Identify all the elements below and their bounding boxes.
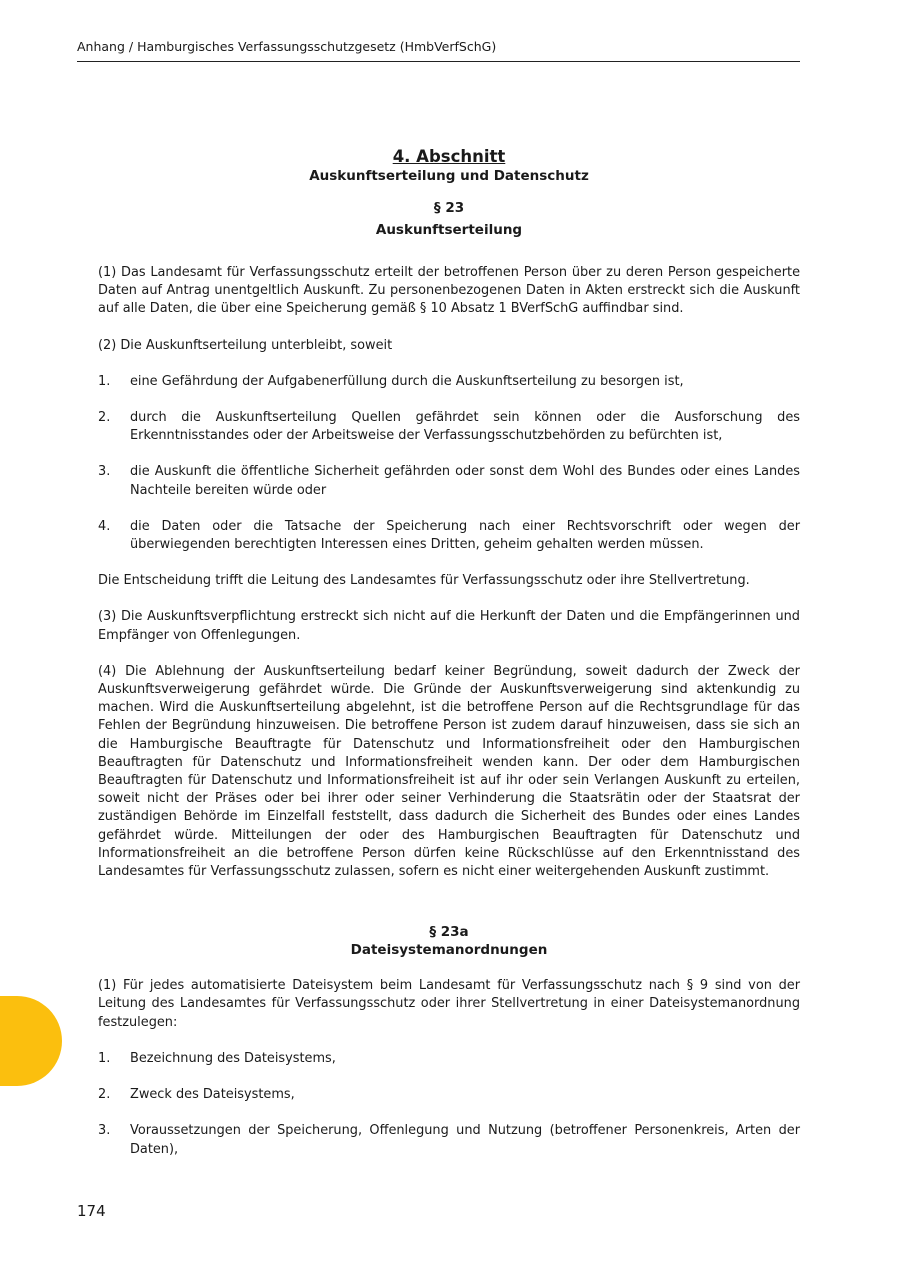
numbered-list — [98, 1050, 800, 1159]
paragraph-title: Dateisystemanordnungen — [350, 942, 548, 959]
list-number: 3. — [98, 464, 111, 480]
paragraph-text: (1) Für jedes automatisierte Dateisystem beim Landesamt für Verfassungsschutz nach § 9 sind von der Leitung des Landesamtes für Verfassungsschutz oder ihrer Stellvertretung in einer Dateisystemanordnung festzulegen: — [98, 978, 800, 1030]
list-item — [98, 1122, 800, 1158]
chapter-thumb-tab — [0, 996, 62, 1086]
list-number: 2. — [98, 1087, 111, 1103]
paragraph-text: Die Entscheidung trifft die Leitung des Landesamtes für Verfassungsschutz oder ihre Stellvertretung. — [98, 573, 750, 589]
list-text: eine Gefährdung der Aufgabenerfüllung durch die Auskunftserteilung zu besorgen ist, — [130, 373, 684, 389]
numbered-list — [98, 373, 800, 554]
page-number: 174 — [77, 1202, 106, 1220]
list-number: 1. — [98, 1050, 111, 1066]
list-item — [98, 518, 800, 554]
list-item — [98, 409, 800, 445]
section-subtitle: Auskunftserteilung und Datenschutz — [309, 168, 589, 184]
list-text: die Auskunft die öffentliche Sicherheit gefährden oder sonst dem Wohl des Bundes oder eines Landes Nachteile bereiten würde oder — [130, 464, 800, 498]
section-title: 4. Abschnitt — [392, 147, 506, 166]
list-number: 2. — [98, 410, 111, 426]
paragraph-text: (2) Die Auskunftserteilung unterbleibt, soweit — [98, 337, 393, 353]
list-number: 1. — [98, 373, 111, 389]
list-text: Zweck des Dateisystems, — [130, 1087, 295, 1103]
running-header: Anhang / Hamburgisches Verfassungsschutzgesetz (HmbVerfSchG) — [77, 39, 800, 62]
list-item — [98, 1086, 800, 1104]
paragraph-number: § 23a — [429, 924, 469, 941]
list-text: die Daten oder die Tatsache der Speicherung nach einer Rechtsvorschrift oder wegen der überwiegenden berechtigten Interessen eines Dritten, geheim gehalten werden müssen. — [130, 518, 800, 553]
paragraph-text: (3) Die Auskunftsverpflichtung erstreckt sich nicht auf die Herkunft der Daten und die Empfängerinnen und Empfänger von Offenlegungen. — [98, 609, 800, 643]
list-text: Voraussetzungen der Speicherung, Offenlegung und Nutzung (betroffener Personenkreis, Arten der Daten), — [130, 1123, 800, 1157]
list-text: Bezeichnung des Dateisystems, — [130, 1050, 336, 1066]
paragraph-number: § 23 — [433, 200, 465, 216]
paragraph-title: Auskunftserteilung — [375, 222, 523, 238]
list-item — [98, 463, 800, 499]
list-item — [98, 1050, 800, 1068]
list-number: 3. — [98, 1123, 111, 1139]
list-item — [98, 373, 800, 391]
paragraph-text: (1) Das Landesamt für Verfassungsschutz erteilt der betroffenen Person über zu deren Person gespeicherte Daten auf Antrag unentgeltlich Auskunft. Zu personenbezogenen Daten in Akten erstreckt sich die Auskunft auf alle Daten, die über eine Speicherung gemäß § 10 Absatz 1 BVerfSchG auffindbar sind. — [98, 265, 800, 317]
list-number: 4. — [98, 518, 111, 534]
list-text: durch die Auskunftserteilung Quellen gefährdet sein können oder die Ausforschung des Erkenntnisstandes oder der Arbeitsweise der Verfassungsschutzbehörden zu befürchten ist, — [130, 410, 800, 444]
page-body — [98, 147, 800, 1177]
paragraph-text: (4) Die Ablehnung der Auskunftserteilung bedarf keiner Begründung, soweit dadurch der Zweck der Auskunftsverweigerung gefährdet würde. Die Gründe der Auskunftsverweigerung sind aktenkundig zu machen. Wird die Auskunftserteilung abgelehnt, ist die betroffene Person auf die Rechtsgrundlage für das Fehlen der Begründung hinzuweisen. Die betroffene Person ist zudem darauf hinzuweisen, dass sie sich an die Hamburgische Beauftragte für Datenschutz und Informationsfreiheit oder den Hamburgischen Beauftragten für Datenschutz und Informationsfreiheit wenden kann. Der oder dem Hamburgischen Beauftragten für Datenschutz und Informationsfreiheit ist auf ihr oder sein Verlangen Auskunft zu erteilen, soweit nicht der Präses oder bei ihrer oder seiner Verhinderung die Staatsrätin oder der Staatsrat der zuständigen Behörde im Einzelfall feststellt, dass dadurch die Sicherheit des Bundes oder eines Landes gefährdet würde. Mitteilungen der oder des Hamburgischen Beauftragten für Datenschutz und Informationsfreiheit an die betroffene Person dürfen keine Rückschlüsse auf den Erkenntnisstand des Landesamtes für Verfassungsschutz zulassen, sofern es nicht einer weitergehenden Auskunft zustimmt. — [98, 663, 800, 880]
